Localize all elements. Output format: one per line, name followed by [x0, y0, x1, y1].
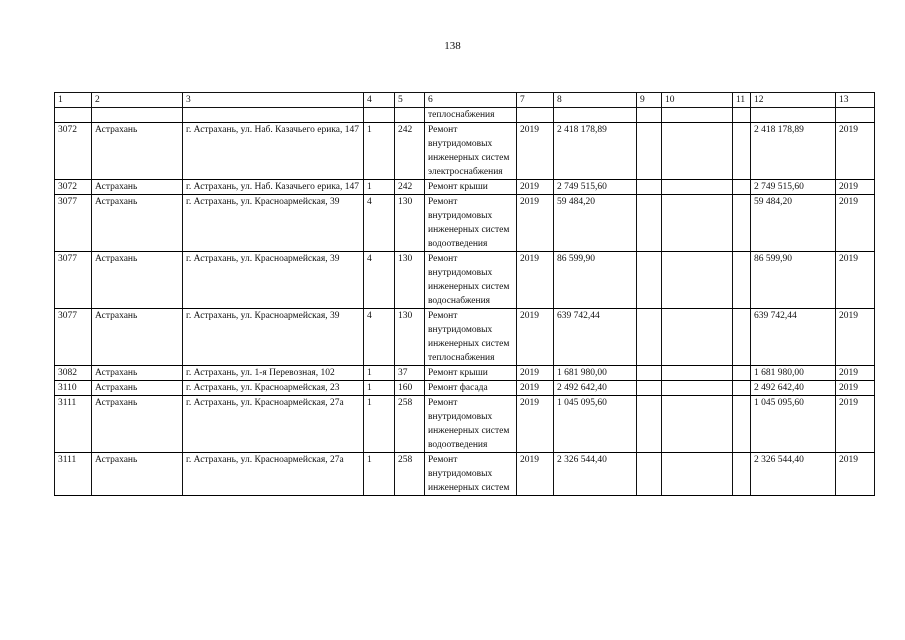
cell-col-4: 4 — [364, 309, 395, 366]
cell-col-12: 2 326 544,40 — [751, 453, 836, 496]
header-cell: 12 — [751, 93, 836, 108]
cell-col-9 — [637, 396, 662, 453]
cell-col-6: Ремонт внутридомовых инженерных систем водоотведения — [425, 396, 517, 453]
cell-col-1: 3082 — [55, 366, 92, 381]
cell-col-3: г. Астрахань, ул. Красноармейская, 23 — [183, 381, 364, 396]
cell-col-2: Астрахань — [92, 309, 183, 366]
header-cell: 10 — [662, 93, 733, 108]
header-cell: 4 — [364, 93, 395, 108]
data-table — [54, 92, 875, 496]
cell-col-8: 2 326 544,40 — [554, 453, 637, 496]
table-row — [55, 381, 875, 396]
cell-col-10 — [662, 252, 733, 309]
cell-col-11 — [733, 195, 751, 252]
cell-col-7: 2019 — [517, 195, 554, 252]
cell-col-9 — [637, 195, 662, 252]
cell-col-8: 2 418 178,89 — [554, 123, 637, 180]
table-row — [55, 252, 875, 309]
cell-col-3: г. Астрахань, ул. Красноармейская, 39 — [183, 195, 364, 252]
cell-col-10 — [662, 453, 733, 496]
cell-col-7: 2019 — [517, 453, 554, 496]
cell-col-9 — [637, 453, 662, 496]
cell-col-5: 130 — [395, 309, 425, 366]
cell-col-9 — [637, 180, 662, 195]
cell-col-12: 86 599,90 — [751, 252, 836, 309]
cell-col-12: 59 484,20 — [751, 195, 836, 252]
cell-col-8: 1 045 095,60 — [554, 396, 637, 453]
cell-col-3: г. Астрахань, ул. Красноармейская, 27а — [183, 453, 364, 496]
cell-col-1: 3077 — [55, 309, 92, 366]
cell-col-8: 2 492 642,40 — [554, 381, 637, 396]
cell-col-7: 2019 — [517, 180, 554, 195]
cell-col-8: 1 681 980,00 — [554, 366, 637, 381]
cell-col-13: 2019 — [836, 381, 875, 396]
cell-col-12: 2 492 642,40 — [751, 381, 836, 396]
header-row — [55, 93, 875, 108]
cell-col-12: 2 418 178,89 — [751, 123, 836, 180]
cell-col-10 — [662, 381, 733, 396]
cell-col-9 — [637, 252, 662, 309]
cell-col-2: Астрахань — [92, 396, 183, 453]
cell-col-1: 3072 — [55, 123, 92, 180]
cell-col-3: г. Астрахань, ул. Красноармейская, 39 — [183, 309, 364, 366]
cell-col-1: 3110 — [55, 381, 92, 396]
table-row — [55, 366, 875, 381]
table-row — [55, 309, 875, 366]
cell-col-6: Ремонт крыши — [425, 180, 517, 195]
cell-col-11 — [733, 123, 751, 180]
cell-col-6: Ремонт крыши — [425, 366, 517, 381]
cell-col-7: 2019 — [517, 366, 554, 381]
cell-col-7: 2019 — [517, 396, 554, 453]
cell-col-2: Астрахань — [92, 123, 183, 180]
cell-col-7: 2019 — [517, 381, 554, 396]
cell-col-10 — [662, 366, 733, 381]
cell-col-2: Астрахань — [92, 252, 183, 309]
cell-col-3: г. Астрахань, ул. Красноармейская, 27а — [183, 396, 364, 453]
cell-col-1: 3072 — [55, 180, 92, 195]
cell-col-8: 2 749 515,60 — [554, 180, 637, 195]
continuation-row — [55, 108, 875, 123]
cell-col-4: 1 — [364, 366, 395, 381]
continuation-cell: теплоснабжения — [425, 108, 517, 123]
cell-col-4: 1 — [364, 180, 395, 195]
cell-col-8: 639 742,44 — [554, 309, 637, 366]
cell-col-3: г. Астрахань, ул. Наб. Казачьего ерика, 147 — [183, 180, 364, 195]
cell-col-5: 130 — [395, 195, 425, 252]
cell-col-8: 86 599,90 — [554, 252, 637, 309]
cell-col-1: 3077 — [55, 252, 92, 309]
table-row — [55, 123, 875, 180]
cell-col-2: Астрахань — [92, 180, 183, 195]
cell-col-2: Астрахань — [92, 195, 183, 252]
cell-col-2: Астрахань — [92, 453, 183, 496]
cell-col-5: 130 — [395, 252, 425, 309]
header-cell: 7 — [517, 93, 554, 108]
cell-col-7: 2019 — [517, 252, 554, 309]
cell-col-7: 2019 — [517, 123, 554, 180]
cell-col-10 — [662, 396, 733, 453]
cell-col-8: 59 484,20 — [554, 195, 637, 252]
cell-col-2: Астрахань — [92, 366, 183, 381]
cell-col-10 — [662, 195, 733, 252]
cell-col-13: 2019 — [836, 453, 875, 496]
cell-col-4: 1 — [364, 123, 395, 180]
cell-col-5: 160 — [395, 381, 425, 396]
cell-col-9 — [637, 381, 662, 396]
header-cell: 5 — [395, 93, 425, 108]
table-row — [55, 453, 875, 496]
cell-col-3: г. Астрахань, ул. Наб. Казачьего ерика, 147 — [183, 123, 364, 180]
cell-col-4: 4 — [364, 252, 395, 309]
header-cell: 1 — [55, 93, 92, 108]
cell-col-12: 639 742,44 — [751, 309, 836, 366]
cell-col-5: 37 — [395, 366, 425, 381]
cell-col-5: 258 — [395, 453, 425, 496]
cell-col-13: 2019 — [836, 252, 875, 309]
cell-col-4: 1 — [364, 381, 395, 396]
cell-col-13: 2019 — [836, 195, 875, 252]
cell-col-13: 2019 — [836, 123, 875, 180]
cell-col-5: 242 — [395, 180, 425, 195]
cell-col-6: Ремонт внутридомовых инженерных систем электроснабжения — [425, 123, 517, 180]
cell-col-11 — [733, 366, 751, 381]
table-row — [55, 396, 875, 453]
cell-col-1: 3111 — [55, 396, 92, 453]
cell-col-4: 4 — [364, 195, 395, 252]
cell-col-3: г. Астрахань, ул. 1-я Перевозная, 102 — [183, 366, 364, 381]
cell-col-12: 2 749 515,60 — [751, 180, 836, 195]
cell-col-11 — [733, 396, 751, 453]
header-cell: 2 — [92, 93, 183, 108]
cell-col-10 — [662, 309, 733, 366]
table-row — [55, 195, 875, 252]
cell-col-6: Ремонт внутридомовых инженерных систем — [425, 453, 517, 496]
cell-col-12: 1 045 095,60 — [751, 396, 836, 453]
cell-col-6: Ремонт фасада — [425, 381, 517, 396]
header-cell: 8 — [554, 93, 637, 108]
cell-col-13: 2019 — [836, 396, 875, 453]
cell-col-1: 3077 — [55, 195, 92, 252]
header-cell: 11 — [733, 93, 751, 108]
header-cell: 3 — [183, 93, 364, 108]
page-number: 138 — [444, 40, 461, 52]
cell-col-13: 2019 — [836, 309, 875, 366]
cell-col-4: 1 — [364, 453, 395, 496]
cell-col-13: 2019 — [836, 366, 875, 381]
cell-col-9 — [637, 366, 662, 381]
cell-col-5: 242 — [395, 123, 425, 180]
cell-col-10 — [662, 180, 733, 195]
cell-col-10 — [662, 123, 733, 180]
header-cell: 9 — [637, 93, 662, 108]
cell-col-11 — [733, 381, 751, 396]
header-cell: 13 — [836, 93, 875, 108]
header-cell: 6 — [425, 93, 517, 108]
table-row — [55, 180, 875, 195]
cell-col-4: 1 — [364, 396, 395, 453]
cell-col-9 — [637, 309, 662, 366]
cell-col-1: 3111 — [55, 453, 92, 496]
cell-col-3: г. Астрахань, ул. Красноармейская, 39 — [183, 252, 364, 309]
cell-col-11 — [733, 453, 751, 496]
cell-col-11 — [733, 309, 751, 366]
cell-col-11 — [733, 180, 751, 195]
cell-col-5: 258 — [395, 396, 425, 453]
cell-col-11 — [733, 252, 751, 309]
cell-col-13: 2019 — [836, 180, 875, 195]
cell-col-7: 2019 — [517, 309, 554, 366]
cell-col-12: 1 681 980,00 — [751, 366, 836, 381]
cell-col-6: Ремонт внутридомовых инженерных систем теплоснабжения — [425, 309, 517, 366]
cell-col-6: Ремонт внутридомовых инженерных систем водоснабжения — [425, 252, 517, 309]
cell-col-6: Ремонт внутридомовых инженерных систем водоотведения — [425, 195, 517, 252]
cell-col-9 — [637, 123, 662, 180]
cell-col-2: Астрахань — [92, 381, 183, 396]
